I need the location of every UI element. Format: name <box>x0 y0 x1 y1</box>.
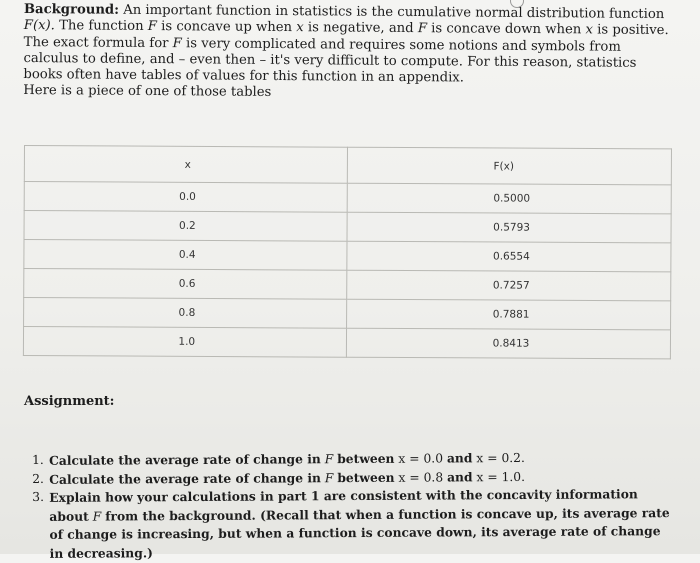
x-symbol: x <box>296 20 304 36</box>
item-start-value: x = 0.8 <box>398 469 444 485</box>
cell-fx: 0.5000 <box>347 183 672 214</box>
table-row <box>24 269 671 301</box>
f-symbol: F <box>324 452 334 467</box>
cell-fx: 0.7881 <box>346 299 671 330</box>
background-line1-end: The <box>59 18 85 34</box>
f-symbol: F <box>417 21 428 37</box>
item-number: 3. <box>32 489 45 504</box>
table-row <box>24 240 671 272</box>
f-symbol: F <box>324 470 334 485</box>
cell-x: 0.8 <box>24 298 347 329</box>
f-symbol: F <box>92 509 102 524</box>
item-and: and <box>447 468 473 484</box>
assignment-list <box>32 448 673 563</box>
cell-fx: 0.8413 <box>346 328 671 359</box>
item-and: and <box>446 450 473 466</box>
background-lead: Background: <box>23 2 120 18</box>
background-paragraph <box>23 2 674 105</box>
cell-fx: 0.7257 <box>346 270 671 301</box>
fx-symbol: F(x). <box>23 18 55 34</box>
item-start-value: x = 0.0 <box>398 451 444 466</box>
cell-x: 0.0 <box>24 182 347 213</box>
background-line4: Here is a piece of one of those tables <box>23 83 272 101</box>
item-end-value: x = 1.0. <box>476 469 526 484</box>
background-line2f: is <box>185 35 198 51</box>
cell-fx: 0.5793 <box>347 212 672 243</box>
item-text-a: Explain how your calculations in part 1 are consistent with the concavity information about <box>49 486 638 524</box>
item-text: Calculate the average rate of change in <box>49 451 321 468</box>
item-end-value: x = 0.2. <box>476 450 525 466</box>
cell-x: 0.6 <box>24 269 347 300</box>
table-row <box>24 182 671 214</box>
item-text-b: from the background. (Recall that when a function is concave up, its average rate of change is increasing, but when a function is concave down, its average rate of change in decreasing.) <box>49 504 670 561</box>
table-row <box>24 211 671 243</box>
item-number: 1. <box>32 452 44 467</box>
cell-fx: 0.6554 <box>346 241 671 272</box>
column-header-x: x <box>24 146 347 184</box>
background-line2c: is negative, and <box>307 20 414 37</box>
normal-cdf-table <box>23 145 672 359</box>
x-symbol: x <box>585 22 594 38</box>
cell-x: 0.4 <box>24 240 347 271</box>
background-line2b: is concave up when <box>161 19 293 36</box>
f-symbol: F <box>147 19 158 35</box>
background-line1: An important function in statistics is the cumulative normal distribution function <box>123 2 665 23</box>
item-text: Calculate the average rate of change in <box>49 469 321 487</box>
table-header-row <box>24 146 671 185</box>
cell-x: 0.2 <box>24 211 347 242</box>
list-item <box>32 485 672 563</box>
column-header-fx: F(x) <box>347 147 672 185</box>
cell-x: 1.0 <box>23 327 346 358</box>
f-symbol: F <box>172 35 182 51</box>
item-between: between <box>337 450 395 467</box>
background-line2a: function <box>88 18 144 35</box>
item-number: 2. <box>32 471 44 486</box>
item-between: between <box>337 469 395 485</box>
background-line3: very complicated and requires some notions and symbols from calculus to define, and – even then – it's very difficult to compute. For this reason, statistics books often have tables of values for this function in an appendix. <box>23 35 637 86</box>
assignment-heading: Assignment: <box>24 394 115 409</box>
background-line2d: is concave down when <box>431 21 582 38</box>
table-row <box>23 327 670 359</box>
table-row <box>24 298 671 330</box>
background-line2e: is positive. The exact formula for <box>23 22 669 51</box>
